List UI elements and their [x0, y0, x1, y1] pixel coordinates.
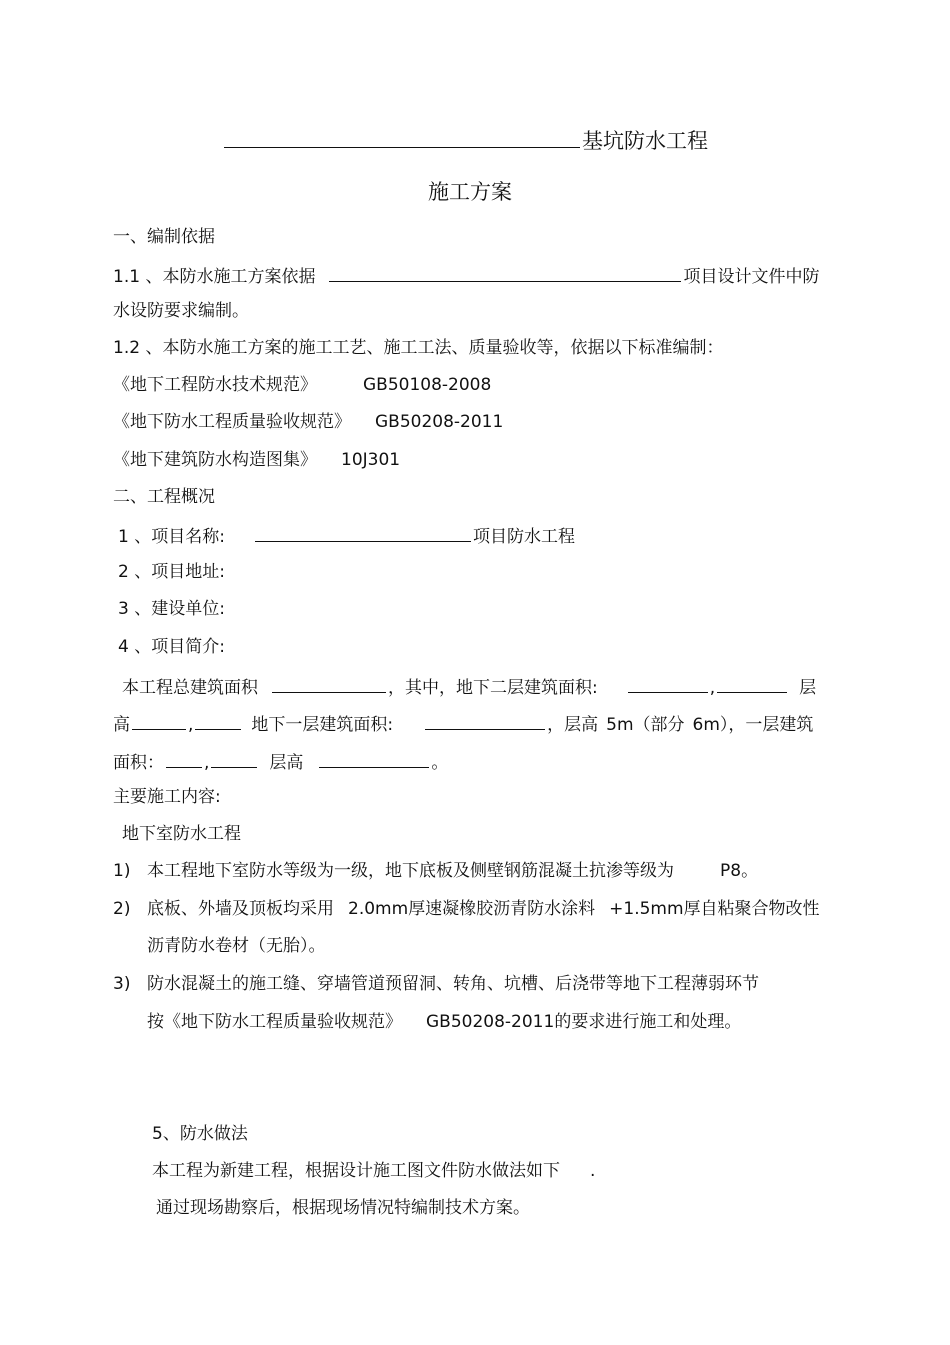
section5-para-2: 通过现场勘察后，根据现场情况特编制技术方案。	[156, 1198, 530, 1218]
intro-line-1	[122, 674, 816, 699]
height-blank	[319, 749, 429, 768]
project-blank-1	[329, 263, 681, 282]
area-blank	[211, 749, 257, 768]
intro-text: ,	[188, 715, 194, 735]
standard-name: 《地下工程防水技术规范》	[113, 375, 317, 395]
area-blank	[425, 711, 545, 730]
list-item	[113, 973, 759, 995]
intro-text: 高	[113, 715, 130, 735]
para-1-1	[113, 263, 819, 288]
item-suffix: 项目防水工程	[472, 527, 575, 547]
standard-item	[113, 374, 491, 396]
list-number: 2)	[113, 899, 131, 919]
doc-title-line1	[222, 128, 708, 154]
doc-subtitle: 施工方案	[428, 180, 512, 204]
main-content-heading: 主要施工内容:	[113, 787, 221, 807]
section5-text: .	[590, 1161, 596, 1181]
intro-line-2	[113, 711, 813, 736]
para-1-1-cont: 水设防要求编制。	[113, 301, 249, 321]
section5-heading: 5、防水做法	[152, 1124, 248, 1144]
list-text: P8。	[720, 861, 759, 881]
area-blank	[717, 674, 787, 693]
list-item-cont: 沥青防水卷材（无胎）。	[147, 936, 326, 956]
list-item	[113, 898, 820, 920]
list-number: 1)	[113, 861, 131, 881]
section2-heading: 二、工程概况	[113, 487, 215, 507]
intro-text: 层	[799, 678, 817, 698]
list-text: GB50208-2011的要求进行施工和处理。	[426, 1012, 742, 1032]
list-text: 按《地下防水工程质量验收规范》	[147, 1012, 402, 1032]
intro-text: ，层高	[547, 715, 599, 735]
list-text: 底板、外墙及顶板均采用	[147, 899, 334, 919]
area-blank	[166, 749, 202, 768]
standard-code: GB50208-2011	[375, 412, 504, 432]
height-blank	[132, 711, 186, 730]
standard-name: 《地下防水工程质量验收规范》	[113, 412, 351, 432]
list-text: 防水混凝土的施工缝、穿墙管道预留洞、转角、坑槽、后浇带等地下工程薄弱环节	[147, 974, 759, 994]
para-1-1-suffix: 项目设计文件中防	[683, 267, 820, 287]
standard-item	[113, 411, 503, 433]
intro-text: 层高	[269, 753, 304, 773]
intro-text: 地下一层建筑面积:	[251, 715, 394, 735]
area-blank	[272, 674, 386, 693]
intro-text: ,	[204, 753, 210, 773]
intro-text: 本工程总建筑面积	[122, 678, 258, 698]
section5-para-1	[152, 1160, 595, 1182]
item-project-address: 2 、项目地址:	[118, 562, 225, 582]
item-label: 1 、项目名称:	[118, 527, 225, 547]
intro-text: ，其中，地下二层建筑面积:	[388, 678, 598, 698]
item-project-name	[118, 523, 575, 548]
doc-title-suffix: 基坑防水工程	[582, 129, 708, 153]
area-blank	[628, 674, 708, 693]
section1-heading: 一、编制依据	[113, 227, 215, 247]
item-project-intro: 4 、项目简介:	[118, 637, 225, 657]
project-name-blank-2	[255, 523, 471, 542]
intro-line-3	[113, 749, 448, 774]
list-text: 本工程地下室防水等级为一级，地下底板及侧壁钢筋混凝土抗渗等级为	[147, 861, 674, 881]
item-builder: 3 、建设单位:	[118, 599, 225, 619]
standard-item	[113, 449, 400, 471]
standard-code: 10J301	[341, 450, 401, 470]
intro-text: 面积：	[113, 753, 164, 773]
basement-waterproof-heading: 地下室防水工程	[122, 824, 241, 844]
height-blank	[195, 711, 241, 730]
list-text: 2.0mm厚速凝橡胶沥青防水涂料	[348, 899, 596, 919]
list-text: +1.5mm厚自粘聚合物改性	[609, 899, 820, 919]
para-1-1-prefix: 1.1 、本防水施工方案依据	[113, 267, 316, 287]
para-1-2: 1.2 、本防水施工方案的施工工艺、施工工法、质量验收等，依据以下标准编制：	[113, 338, 724, 358]
intro-text: 6m），一层建筑	[692, 715, 814, 735]
intro-text: ,	[709, 678, 716, 698]
intro-text: 5m（部分	[606, 715, 685, 735]
section5-text: 本工程为新建工程，根据设计施工图文件防水做法如下	[152, 1161, 560, 1181]
intro-text: 。	[431, 753, 449, 773]
list-item-cont	[147, 1011, 741, 1033]
project-name-blank	[224, 129, 580, 148]
list-item	[113, 860, 758, 882]
standard-name: 《地下建筑防水构造图集》	[113, 450, 317, 470]
standard-code: GB50108-2008	[363, 375, 492, 395]
list-number: 3)	[113, 974, 131, 994]
